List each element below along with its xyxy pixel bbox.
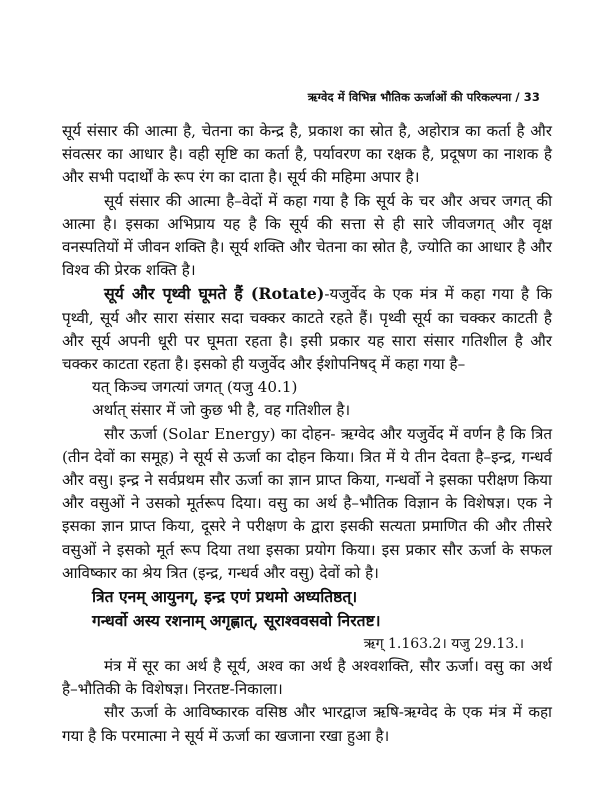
- paragraph-solar-energy: सौर ऊर्जा (Solar Energy) का दोहन- ऋग्वेद और यजुर्वेद में वर्णन है कि त्रित (तीन देवों का समूह) ने सूर्य से ऊर्जा का दोहन किया। त्रित में ये तीन देवता है–इन्द्र, गन्धर्व और वसु। इन्द्र ने सर्वप्रथम सौर ऊर्जा का ज्ञान प्राप्त किया, गन्धर्वो ने इसका परीक्षण किया और वसुओं ने उसको मूर्तरूप दिया। वसु का अर्थ है–भौतिक विज्ञान के विशेषज्ञ। एक ने इसका ज्ञान प्राप्त किया, दूसरे ने परीक्षण के द्वारा इसकी सत्यता प्रमाणित की और तीसरे वसुओं ने इसको मूर्त रूप दिया तथा इसका प्रयोग किया। इस प्रकार सौर ऊर्जा के सफल आविष्कार का श्रेय त्रित (इन्द्र, गन्धर्व और वसु) देवों को है।: [62, 424, 552, 582]
- running-header: ऋग्वेद में विभिन्न भौतिक ऊर्जाओं की परिकल्पना / 33: [307, 90, 540, 104]
- paragraph-solar-inventors: सौर ऊर्जा के आविष्कारक वसिष्ठ और भारद्वाज ऋषि-ऋग्वेद के एक मंत्र में कहा गया है कि परमात्मा ने सूर्य में ऊर्जा का खजाना रखा हुआ है।: [62, 703, 552, 745]
- verse-rig-line-2: गन्धर्वो अस्य रशनाम् अगृह्णात्, सूराश्ववसवो निरतष्ट।: [92, 611, 381, 631]
- paragraph-sun-soul-intro: सूर्य संसार की आत्मा है, चेतना का केन्द्र है, प्रकाश का स्रोत है, अहोरात्र का कर्ता है और संवत्सर का आधार है। वही सृष्टि का कर्ता है, पर्यावरण का रक्षक है, प्रदूषण का नाशक है और सभी पदार्थों के रूप रंग का दाता है। सूर्य की महिमा अपार है।: [62, 122, 552, 187]
- page-body: [62, 120, 552, 748]
- verse-yajur-40-meaning: अर्थात् संसार में जो कुछ भी है, वह गतिशील है।: [92, 401, 351, 420]
- paragraph-rotation: [62, 282, 552, 376]
- verse-yajur-40: यत् किञ्च जगत्यां जगत् (यजु 40.1): [92, 378, 298, 397]
- paragraph-sun-soul-world: सूर्य संसार की आत्मा है–वेदों में कहा गया है कि सूर्य के चर और अचर जगत् की आत्मा है। इसका अभिप्राय यह है कि सूर्य की सत्ता से ही सारे जीवजगत् और वृक्ष वनस्पतियों में जीवन शक्ति है। सूर्य शक्ति और चेतना का स्रोत है, ज्योति का आधार है और विश्व की प्रेरक शक्ति है।: [62, 191, 552, 280]
- paragraph-mantra-meaning: मंत्र में सूर का अर्थ है सूर्य, अश्व का अर्थ है अश्वशक्ति, सौर ऊर्जा। वसु का अर्थ है–भौतिकी के विशेषज्ञ। निरतष्ट-निकाला।: [62, 657, 552, 699]
- section-heading-rotation: सूर्य और पृथ्वी घूमते हैं (Rotate): [104, 284, 325, 304]
- verse-rig-line-1: त्रित एनम् आयुनग्, इन्द्र एणं प्रथमो अध्यतिष्ठत्।: [92, 587, 358, 607]
- verse-reference: ऋग् 1.163.2। यजु 29.13.।: [363, 636, 524, 653]
- paragraph-rotation-body: -यजुर्वेद के एक मंत्र में कहा गया है कि पृथ्वी, सूर्य और सारा संसार सदा चक्कर काटते रहते हैं। पृथ्वी सूर्य का चक्कर काटती है और सूर्य अपनी धूरी पर घूमता रहता है। इसी प्रकार यह सारा संसार गतिशील है और चक्कर काटता रहता है। इसको ही यजुर्वेद और ईशोपनिषद् में कहा गया है–: [62, 285, 552, 374]
